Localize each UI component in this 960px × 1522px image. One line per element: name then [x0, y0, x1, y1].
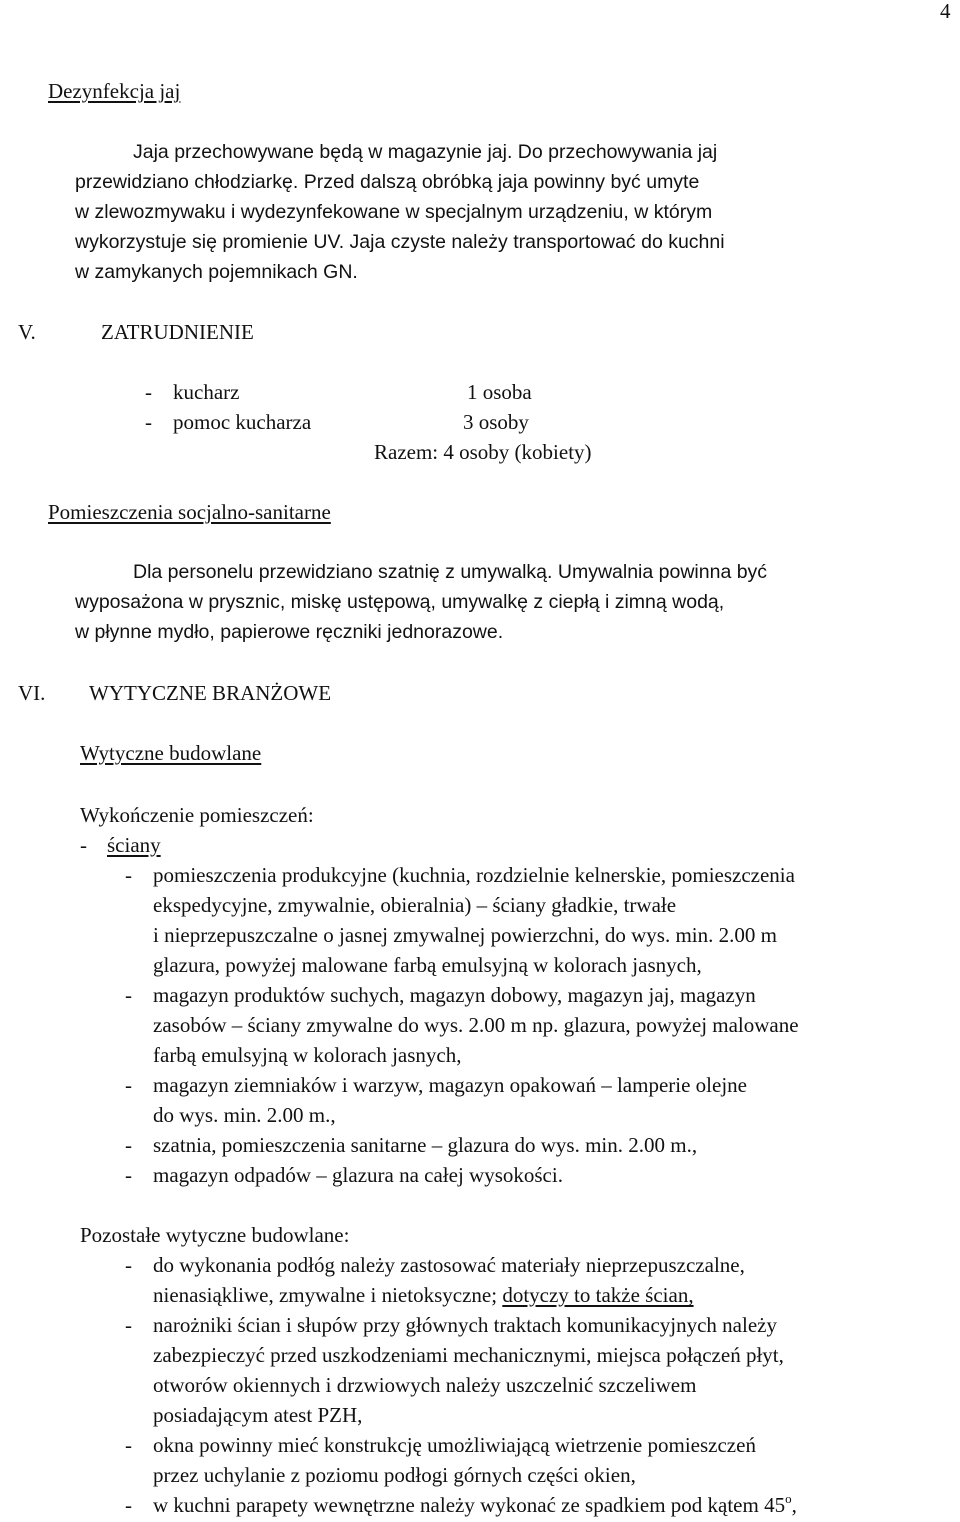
list-item-line: szatnia, pomieszczenia sanitarne – glazura do wys. min. 2.00 m., [153, 1133, 698, 1157]
list-item-line: pomieszczenia produkcyjne (kuchnia, rozdzielnie kelnerskie, pomieszczenia [153, 863, 795, 887]
list-item-line: magazyn odpadów – glazura na całej wysokości. [153, 1163, 563, 1187]
list-item-line: otworów okiennych i drzwiowych należy uszczelnić szczeliwem [153, 1373, 697, 1397]
list-dash: - [125, 1253, 132, 1277]
list-item-line: do wys. min. 2.00 m., [153, 1103, 336, 1127]
list-item-line: magazyn ziemniaków i warzyw, magazyn opakowań – lamperie olejne [153, 1073, 747, 1097]
paragraph-line: w płynne mydło, papierowe ręczniki jednorazowe. [75, 621, 504, 643]
list-item-line: posiadającym atest PZH, [153, 1403, 363, 1427]
paragraph-line: w zamykanych pojemnikach GN. [75, 261, 358, 283]
list-dash: - [125, 863, 132, 887]
list-dash: - [125, 983, 132, 1007]
list-dash: - [125, 1073, 132, 1097]
page-number: 4 [940, 0, 951, 23]
list-dash: - [125, 1433, 132, 1457]
subsection-heading-building: Wytyczne budowlane [80, 741, 262, 765]
list-item-punctuation: , [791, 1493, 797, 1517]
list-item-line: przez uchylanie z poziomu podłogi górnych części okien, [153, 1463, 636, 1487]
section-heading-disinfection: Dezynfekcja jaj [48, 79, 181, 103]
section-title: WYTYCZNE BRANŻOWE [89, 681, 332, 705]
section-title: ZATRUDNIENIE [101, 320, 254, 344]
list-item-line: farbą emulsyjną w kolorach jasnych, [153, 1043, 462, 1067]
list-item-line: i nieprzepuszczalne o jasnej zmywalnej powierzchni, do wys. min. 2.00 m [153, 923, 777, 947]
staff-count: 1 osoba [467, 380, 532, 404]
list-item-line: ekspedycyjne, zmywalnie, obieralnia) – ściany gładkie, trwałe [153, 893, 677, 917]
finishing-heading: Wykończenie pomieszczeń: [80, 803, 314, 827]
underlined-note: dotyczy to także ścian, [502, 1283, 694, 1307]
paragraph-line: Jaja przechowywane będą w magazynie jaj. Do przechowywania jaj [133, 141, 718, 163]
list-dash: - [80, 833, 87, 857]
list-dash: - [125, 1163, 132, 1187]
subsection-heading-social: Pomieszczenia socjalno-sanitarne [48, 500, 331, 524]
list-item-text: nienasiąkliwe, zmywalne i nietoksyczne; [153, 1283, 498, 1307]
paragraph-line: w zlewozmywaku i wydezynfekowane w specjalnym urządzeniu, w którym [75, 201, 713, 223]
list-item-line [153, 1492, 797, 1521]
list-item-line: zasobów – ściany zmywalne do wys. 2.00 m np. glazura, powyżej malowane [153, 1013, 799, 1037]
other-guidelines-heading: Pozostałe wytyczne budowlane: [80, 1223, 350, 1247]
list-item-line: okna powinny mieć konstrukcję umożliwiającą wietrzenie pomieszczeń [153, 1433, 756, 1457]
staff-role: pomoc kucharza [173, 410, 312, 434]
paragraph-line: wyposażona w prysznic, miskę ustępową, umywalkę z ciepłą i zimną wodą, [75, 591, 725, 613]
walls-label: ściany [107, 833, 161, 857]
list-item-line [153, 1282, 694, 1308]
list-dash: - [145, 410, 152, 434]
paragraph-line: przewidziano chłodziarkę. Przed dalszą obróbką jaja powinny być umyte [75, 171, 700, 193]
list-item-line: glazura, powyżej malowane farbą emulsyjną w kolorach jasnych, [153, 953, 702, 977]
list-dash: - [125, 1133, 132, 1157]
staff-count: 3 osoby [463, 410, 529, 434]
degree-superscript: o [785, 1491, 792, 1506]
staff-role: kucharz [173, 380, 240, 404]
list-item-line: do wykonania podłóg należy zastosować materiały nieprzepuszczalne, [153, 1253, 745, 1277]
list-dash: - [125, 1493, 132, 1517]
section-number: VI. [18, 681, 46, 705]
list-item-line: narożniki ścian i słupów przy głównych traktach komunikacyjnych należy [153, 1313, 777, 1337]
list-dash: - [145, 380, 152, 404]
paragraph-line: Dla personelu przewidziano szatnię z umywalką. Umywalnia powinna być [133, 561, 768, 583]
section-number: V. [18, 320, 36, 344]
list-item-line: zabezpieczyć przed uszkodzeniami mechanicznymi, miejsca połączeń płyt, [153, 1343, 784, 1367]
list-item-line: magazyn produktów suchych, magazyn dobowy, magazyn jaj, magazyn [153, 983, 756, 1007]
list-item-text: w kuchni parapety wewnętrzne należy wykonać ze spadkiem pod kątem 45 [153, 1493, 786, 1517]
list-dash: - [125, 1313, 132, 1337]
staff-total: Razem: 4 osoby (kobiety) [374, 440, 592, 464]
paragraph-line: wykorzystuje się promienie UV. Jaja czyste należy transportować do kuchni [75, 231, 725, 253]
